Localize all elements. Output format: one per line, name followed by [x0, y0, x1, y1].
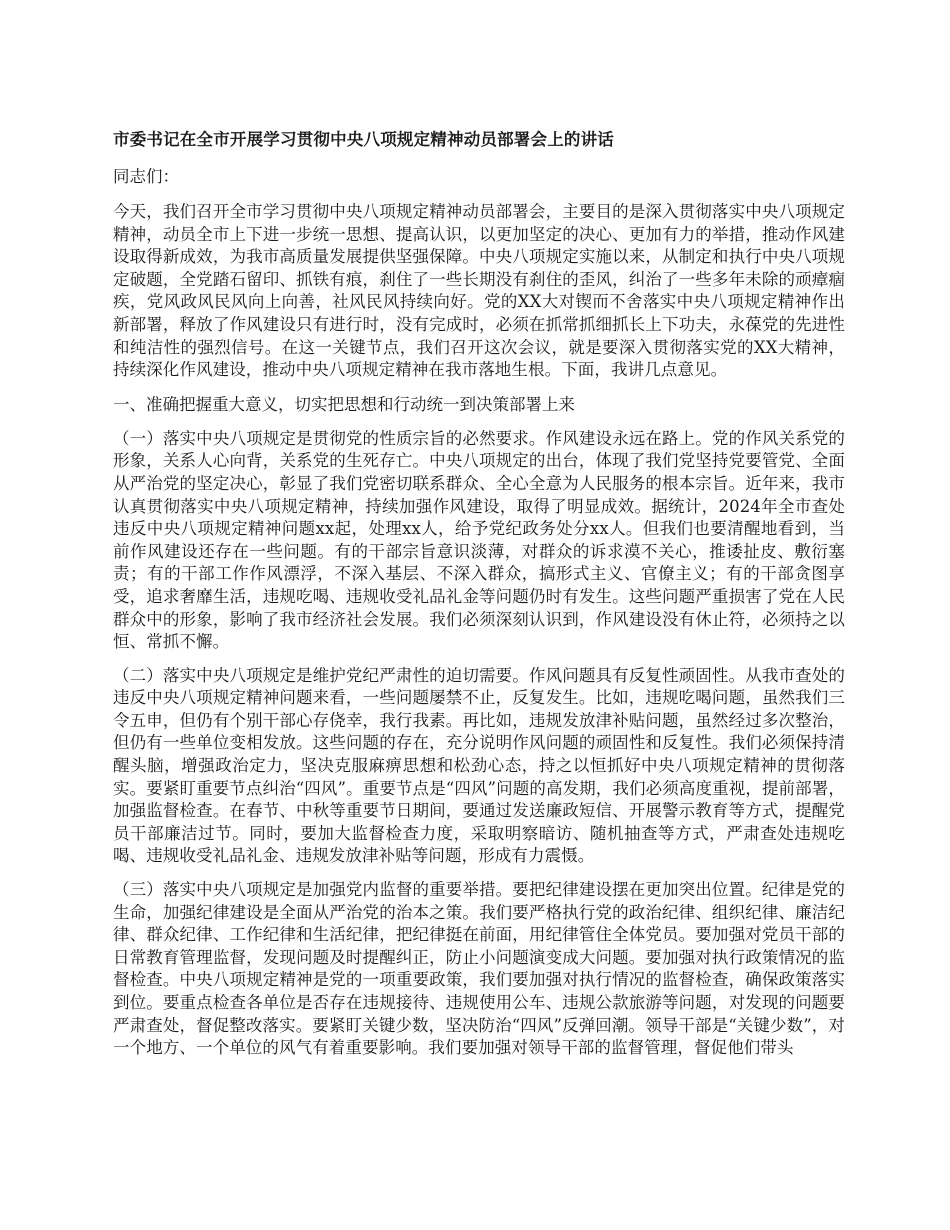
document-page — [113, 128, 845, 1071]
intro-paragraph: 今天，我们召开全市学习贯彻中央八项规定精神动员部署会，主要目的是深入贯彻落实中央八项规定精神，动员全市上下进一步统一思想、提高认识，以更加坚定的决心、更加有力的举措，推动作风建设取得新成效，为我市高质量发展提供坚强保障。中央八项规定实施以来，从制定和执行中央八项规定破题，全党踏石留印、抓铁有痕，刹住了一些长期没有刹住的歪风，纠治了一些多年未除的顽瘴痼疾，党风政风民风向上向善，社风民风持续向好。党的XX大对锲而不舍落实中央八项规定精神作出新部署，释放了作风建设只有进行时，没有完成时，必须在抓常抓细抓长上下功夫，永葆党的先进性和纯洁性的强烈信号。在这一关键节点，我们召开这次会议，就是要深入贯彻落实党的XX大精神，持续深化作风建设，推动中央八项规定精神在我市落地生根。下面，我讲几点意见。 — [113, 202, 845, 380]
section-heading-1: 一、准确把握重大意义，切实把思想和行动统一到决策部署上来 — [113, 394, 575, 414]
document-title: 市委书记在全市开展学习贯彻中央八项规定精神动员部署会上的讲话 — [113, 130, 614, 149]
paragraph-2: （二）落实中央八项规定是维护党纪严肃性的迫切需要。作风问题具有反复性顽固性。从我市查处的违反中央八项规定精神问题来看，一些问题屡禁不止，反复发生。比如，违规吃喝问题，虽然我们三令五申，但仍有个别干部心存侥幸，我行我素。再比如，违规发放津补贴问题，虽然经过多次整治，但仍有一些单位变相发放。这些问题的存在，充分说明作风问题的顽固性和反复性。我们必须保持清醒头脑，增强政治定力，坚决克服麻痹思想和松劲心态，持之以恒抓好中央八项规定精神的贯彻落实。要紧盯重要节点纠治“四风”。重要节点是“四风”问题的高发期，我们必须高度重视，提前部署，加强监督检查。在春节、中秋等重要节日期间，要通过发送廉政短信、开展警示教育等方式，提醒党员干部廉洁过节。同时，要加大监督检查力度，采取明察暗访、随机抽查等方式，严肃查处违规吃喝、违规收受礼品礼金、违规发放津补贴等问题，形成有力震慑。 — [113, 665, 845, 866]
paragraph-1: （一）落实中央八项规定是贯彻党的性质宗旨的必然要求。作风建设永远在路上。党的作风关系党的形象，关系人心向背，关系党的生死存亡。中央八项规定的出台，体现了我们党坚持党要管党、全面从严治党的坚定决心，彰显了我们党密切联系群众、全心全意为人民服务的根本宗旨。近年来，我市认真贯彻落实中央八项规定精神，持续加强作风建设，取得了明显成效。据统计，2024年全市查处违反中央八项规定精神问题xx起，处理xx人，给予党纪政务处分xx人。但我们也要清醒地看到，当前作风建设还存在一些问题。有的干部宗旨意识淡薄，对群众的诉求漠不关心，推诿扯皮、敷衍塞责；有的干部工作作风漂浮，不深入基层、不深入群众，搞形式主义、官僚主义；有的干部贪图享受，追求奢靡生活，违规吃喝、违规收受礼品礼金等问题仍时有发生。这些问题严重损害了党在人民群众中的形象，影响了我市经济社会发展。我们必须深刻认识到，作风建设没有休止符，必须持之以恒、常抓不懈。 — [113, 428, 845, 652]
salutation: 同志们： — [113, 167, 179, 186]
paragraph-3: （三）落实中央八项规定是加强党内监督的重要举措。要把纪律建设摆在更加突出位置。纪律是党的生命，加强纪律建设是全面从严治党的治本之策。我们要严格执行党的政治纪律、组织纪律、廉洁纪律、群众纪律、工作纪律和生活纪律，把纪律挺在前面，用纪律管住全体党员。要加强对党员干部的日常教育管理监督，发现问题及时提醒纠正，防止小问题演变成大问题。要加强对执行政策情况的监督检查。中央八项规定精神是党的一项重要政策，我们要加强对执行情况的监督检查，确保政策落实到位。要重点检查各单位是否存在违规接待、违规使用公车、违规公款旅游等问题，对发现的问题要严肃查处，督促整改落实。要紧盯关键少数，坚决防治“四风”反弹回潮。领导干部是“关键少数”，对一个地方、一个单位的风气有着重要影响。我们要加强对领导干部的监督管理，督促他们带头 — [113, 880, 845, 1058]
